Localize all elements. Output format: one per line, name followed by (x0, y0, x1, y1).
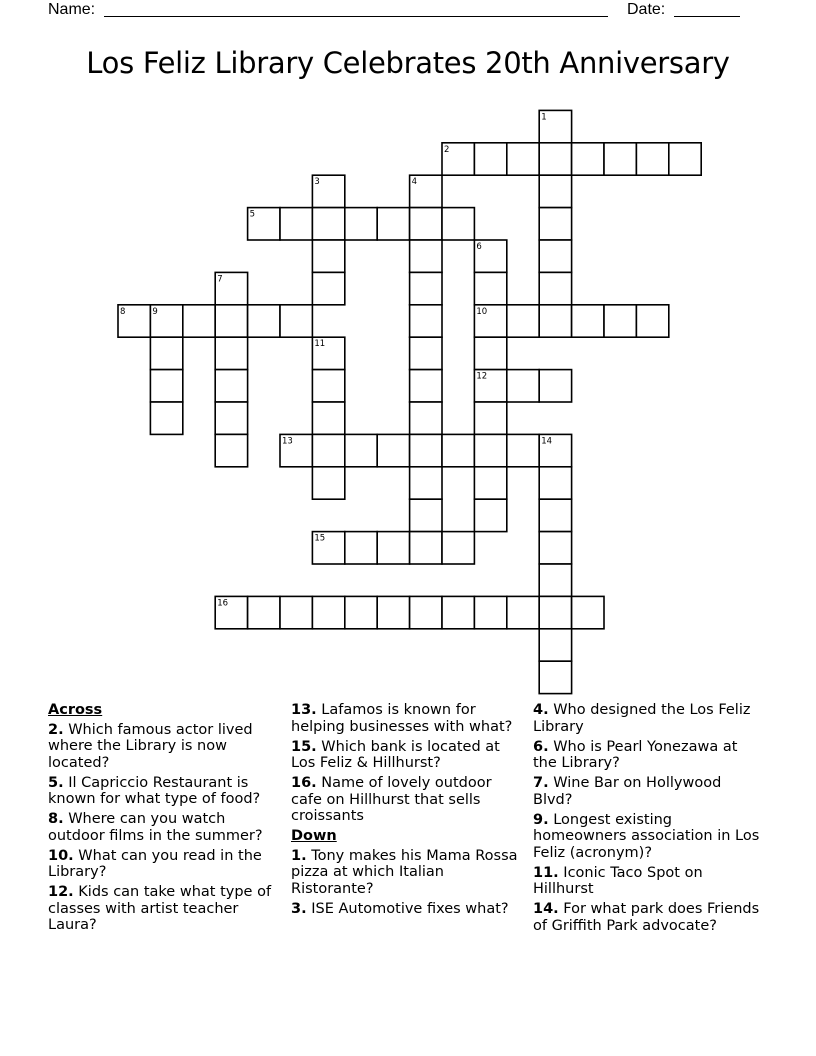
grid-cell[interactable] (442, 208, 474, 240)
grid-cell[interactable] (539, 370, 571, 402)
grid-cell[interactable] (410, 596, 442, 628)
clue-number-label: 14 (541, 436, 553, 447)
grid-cell[interactable] (507, 143, 539, 175)
grid-cell[interactable] (474, 337, 506, 369)
grid-cell[interactable] (539, 532, 571, 564)
grid-cell[interactable] (539, 564, 571, 596)
grid-cell[interactable] (507, 305, 539, 337)
grid-cell[interactable] (442, 434, 474, 466)
clue-number-label: 16 (217, 598, 229, 609)
grid-cell[interactable] (604, 305, 636, 337)
date-label: Date: (627, 1, 666, 18)
grid-cell[interactable] (442, 596, 474, 628)
clue-number-label: 12 (476, 371, 488, 382)
grid-cell[interactable] (150, 402, 182, 434)
grid-cell[interactable] (474, 434, 506, 466)
grid-cell[interactable] (539, 596, 571, 628)
grid-cell[interactable] (312, 370, 344, 402)
clue-number-label: 2 (444, 144, 450, 155)
clues-column-2 (291, 702, 523, 921)
grid-cell[interactable] (312, 467, 344, 499)
grid-cell[interactable] (474, 143, 506, 175)
grid-cell[interactable] (345, 434, 377, 466)
name-label: Name: (48, 1, 96, 18)
grid-cell[interactable] (377, 596, 409, 628)
clue-across-10: 10. What can you read in the Library? (48, 847, 262, 880)
clue-number-label: 8 (120, 306, 126, 317)
grid-cell[interactable] (280, 208, 312, 240)
grid-cell[interactable] (377, 208, 409, 240)
grid-cell[interactable] (215, 370, 247, 402)
clue-across-13: 13. Lafamos is known for helping businesses with what? (291, 702, 513, 735)
clue-across-15: 15. Which bank is located at Los Feliz & Hillhurst? (291, 738, 500, 771)
grid-cell[interactable] (377, 532, 409, 564)
grid-cell[interactable] (539, 661, 571, 693)
grid-cell[interactable] (215, 337, 247, 369)
grid-cell[interactable] (345, 532, 377, 564)
grid-cell[interactable] (312, 272, 344, 304)
grid-cell[interactable] (410, 370, 442, 402)
clue-number-label: 4 (411, 177, 418, 188)
clue-down-6: 6. Who is Pearl Yonezawa at the Library? (533, 738, 738, 771)
grid-cell[interactable] (410, 434, 442, 466)
clue-number-label: 11 (314, 339, 326, 350)
grid-cell[interactable] (215, 434, 247, 466)
grid-cell[interactable] (474, 499, 506, 531)
clues-column-1 (48, 702, 280, 937)
grid-cell[interactable] (312, 208, 344, 240)
grid-cell[interactable] (539, 467, 571, 499)
clue-number-label: 10 (476, 306, 488, 317)
grid-cell[interactable] (572, 143, 604, 175)
clue-number-label: 3 (314, 177, 320, 188)
clue-number-label: 6 (476, 242, 482, 252)
grid-cell[interactable] (507, 596, 539, 628)
across-heading: Across (48, 702, 103, 718)
grid-cell[interactable] (572, 596, 604, 628)
clue-down-4: 4. Who designed the Los Feliz Library (533, 702, 751, 735)
page-title: Los Feliz Library Celebrates 20th Anniversary (86, 46, 730, 80)
grid-cell[interactable] (410, 532, 442, 564)
grid-cell[interactable] (345, 596, 377, 628)
grid-cell[interactable] (410, 402, 442, 434)
grid-cell[interactable] (539, 143, 571, 175)
grid-cell[interactable] (312, 402, 344, 434)
clue-down-11: 11. Iconic Taco Spot on Hillhurst (533, 864, 703, 897)
grid-cell[interactable] (507, 370, 539, 402)
grid-cell[interactable] (539, 175, 571, 207)
clue-across-16: 16. Name of lovely outdoor cafe on Hillhurst that sells croissants (291, 775, 492, 824)
grid-cell[interactable] (377, 434, 409, 466)
clue-number-label: 1 (541, 112, 547, 123)
grid-cell[interactable] (636, 143, 668, 175)
grid-cell[interactable] (215, 402, 247, 434)
grid-cell[interactable] (345, 208, 377, 240)
grid-cell[interactable] (183, 305, 215, 337)
clue-across-2: 2. Which famous actor lived where the Library is now located? (48, 721, 253, 771)
grid-cell[interactable] (312, 434, 344, 466)
clue-down-14: 14. For what park does Friends of Griffith Park advocate? (533, 901, 760, 934)
grid-cell[interactable] (539, 305, 571, 337)
grid-cell[interactable] (312, 240, 344, 272)
clue-down-1: 1. Tony makes his Mama Rossa pizza at which Italian Ristorante? (291, 847, 518, 897)
clue-across-5: 5. Il Capriccio Restaurant is known for what type of food? (48, 774, 261, 807)
grid-cell[interactable] (410, 467, 442, 499)
clue-number-label: 5 (249, 209, 256, 220)
grid-cell[interactable] (636, 305, 668, 337)
grid-cell[interactable] (474, 467, 506, 499)
clue-across-12: 12. Kids can take what type of classes with artist teacher Laura? (48, 884, 272, 933)
grid-cell[interactable] (248, 596, 280, 628)
grid-cell[interactable] (248, 305, 280, 337)
grid-cell[interactable] (539, 240, 571, 272)
clue-down-3: 3. ISE Automotive fixes what? (291, 900, 509, 917)
grid-cell[interactable] (280, 305, 312, 337)
clue-number-label: 13 (282, 436, 293, 447)
clues-column-3 (533, 702, 765, 938)
grid-cell[interactable] (280, 596, 312, 628)
grid-cell[interactable] (539, 208, 571, 240)
grid-cell[interactable] (572, 305, 604, 337)
grid-cell[interactable] (410, 499, 442, 531)
clue-number-label: 15 (314, 533, 326, 544)
grid-cell[interactable] (215, 305, 247, 337)
clue-down-9: 9. Longest existing homeowners association in Los Feliz (acronym)? (533, 811, 760, 861)
grid-cell[interactable] (410, 240, 442, 272)
grid-cell[interactable] (474, 272, 506, 304)
grid-cell[interactable] (442, 532, 474, 564)
grid-cell[interactable] (539, 499, 571, 531)
grid-cell[interactable] (669, 143, 701, 175)
grid-cell[interactable] (150, 337, 182, 369)
grid-cell[interactable] (604, 143, 636, 175)
clue-number-label: 9 (152, 306, 158, 317)
grid-cell[interactable] (410, 305, 442, 337)
grid-cell[interactable] (312, 596, 344, 628)
grid-cell[interactable] (410, 208, 442, 240)
down-heading: Down (291, 828, 337, 844)
grid-cell[interactable] (150, 370, 182, 402)
clue-across-8: 8. Where can you watch outdoor films in the summer? (48, 811, 263, 844)
grid-cell[interactable] (539, 629, 571, 661)
grid-cell[interactable] (507, 434, 539, 466)
clue-number-label: 7 (217, 274, 223, 285)
grid-cell[interactable] (410, 272, 442, 304)
grid-cell[interactable] (474, 596, 506, 628)
clue-down-7: 7. Wine Bar on Hollywood Blvd? (533, 775, 722, 808)
grid-cell[interactable] (474, 402, 506, 434)
grid-cell[interactable] (539, 272, 571, 304)
grid-cell[interactable] (410, 337, 442, 369)
